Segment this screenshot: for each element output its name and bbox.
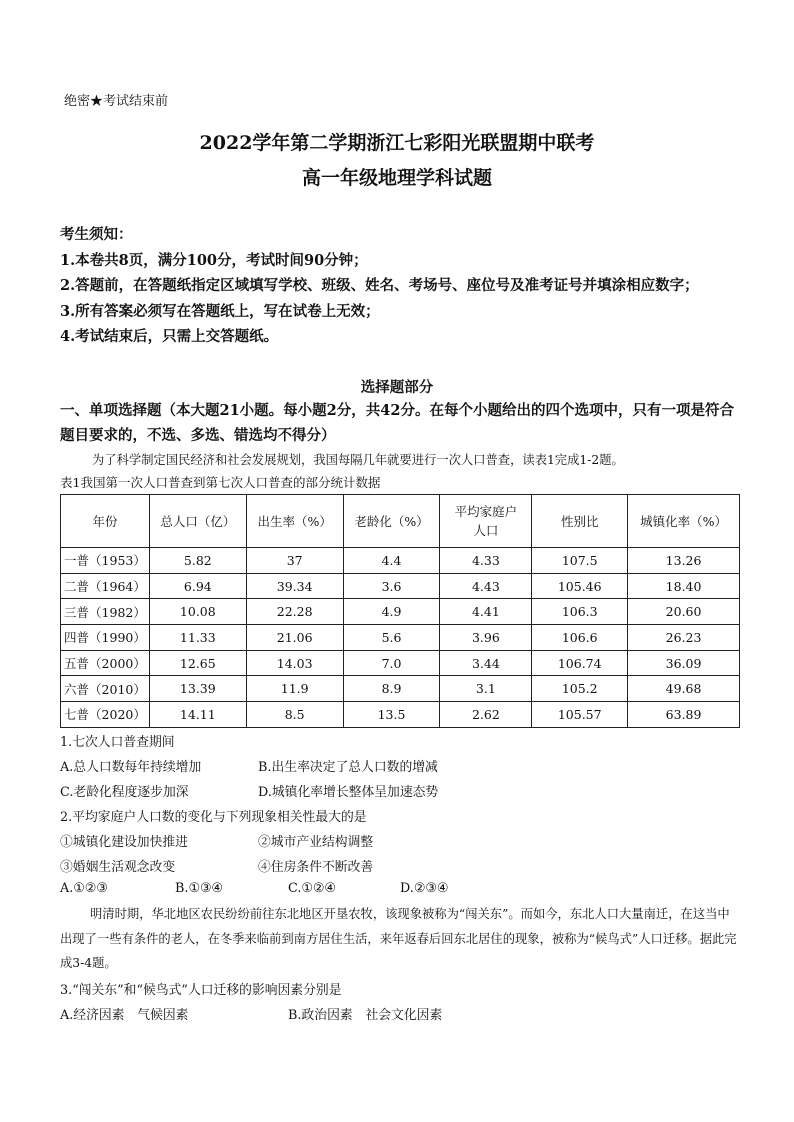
question-1-option-d: D.城镇化率增长整体呈加速态势 [258, 785, 439, 800]
table-cell: 13.26 [628, 548, 740, 574]
table-cell: 26.23 [628, 625, 740, 651]
table-cell: 4.43 [440, 573, 532, 599]
table-row [61, 650, 740, 676]
notice-item: 3.所有答案必须写在答题纸上，写在试卷上无效； [60, 302, 380, 320]
table-cell: 8.9 [343, 676, 440, 702]
table-cell: 22.28 [246, 599, 343, 625]
section-title: 选择题部分 [360, 379, 434, 396]
table-cell: 106.3 [532, 599, 628, 625]
table-cell: 63.89 [628, 702, 740, 728]
table-cell: 三普（1982） [61, 599, 150, 625]
table-cell: 七普（2020） [61, 702, 150, 728]
table-cell: 37 [246, 548, 343, 574]
notice-item: 2.答题前，在答题纸指定区域填写学校、班级、姓名、考场号、座位号及准考证号并填涂相应数字； [60, 277, 699, 294]
table-cell: 四普（1990） [61, 625, 150, 651]
question-3-option-b: B.政治因素 社会文化因素 [288, 1008, 443, 1023]
question-2-statement-2: ②城市产业结构调整 [258, 835, 374, 850]
notice-item: 4.考试结束后，只需上交答题纸。 [60, 328, 279, 345]
table-cell: 13.5 [343, 702, 440, 728]
question-1-option-c: C.老龄化程度逐步加深 [60, 785, 189, 800]
table-cell: 14.03 [246, 650, 343, 676]
census-table [60, 494, 740, 728]
table-cell: 12.65 [149, 650, 246, 676]
part-one-instructions: 一、单项选择题（本大题21小题。每小题2分，共42分。在每个小题给出的四个选项中，只有一项是符合题目要求的，不选、多选、错选均不得分） [60, 402, 734, 444]
table-row [61, 625, 740, 651]
question-3-stem: 3.“闯关东”和“候鸟式”人口迁移的影响因素分别是 [60, 983, 342, 998]
table-cell: 8.5 [246, 702, 343, 728]
table-cell: 106.6 [532, 625, 628, 651]
question-1-option-b: B.出生率决定了总人口数的增减 [258, 760, 438, 775]
table-cell: 18.40 [628, 573, 740, 599]
table-row [61, 702, 740, 728]
question-2-option-c: C.①②④ [288, 881, 336, 896]
table-cell: 2.62 [440, 702, 532, 728]
table-cell: 3.44 [440, 650, 532, 676]
exam-subtitle: 高一年级地理学科试题 [301, 167, 492, 189]
notice-heading: 考生须知： [60, 226, 133, 243]
table-cell: 4.4 [343, 548, 440, 574]
question-2-statement-3: ③婚姻生活观念改变 [60, 860, 176, 875]
question-2-statement-1: ①城镇化建设加快推进 [60, 835, 188, 850]
header-urbanization: 城镇化率（%） [628, 495, 740, 548]
table-cell: 105.2 [532, 676, 628, 702]
table-cell: 5.6 [343, 625, 440, 651]
table-row [61, 548, 740, 574]
table-cell: 107.5 [532, 548, 628, 574]
table-cell: 4.9 [343, 599, 440, 625]
table-cell: 49.68 [628, 676, 740, 702]
table-cell: 106.74 [532, 650, 628, 676]
intro-paragraph-1: 为了科学制定国民经济和社会发展规划，我国每隔几年就要进行一次人口普查，读表1完成1-2题。 [92, 453, 624, 467]
table-cell: 6.94 [149, 573, 246, 599]
candidate-notice [60, 222, 740, 350]
table-cell: 21.06 [246, 625, 343, 651]
table-row [61, 599, 740, 625]
table-cell: 4.41 [440, 599, 532, 625]
header-aging: 老龄化（%） [343, 495, 440, 548]
table-cell: 3.96 [440, 625, 532, 651]
exam-title: 2022学年第二学期浙江七彩阳光联盟期中联考 [199, 132, 595, 154]
question-2-option-d: D.②③④ [400, 881, 449, 896]
question-2-statement-4: ④住房条件不断改善 [258, 860, 374, 875]
table-cell: 11.33 [149, 625, 246, 651]
table-cell: 105.57 [532, 702, 628, 728]
notice-item: 1.本卷共8页，满分100分，考试时间90分钟； [60, 251, 368, 269]
question-2-option-a: A.①②③ [60, 881, 108, 896]
table-cell: 11.9 [246, 676, 343, 702]
table-row [61, 676, 740, 702]
question-1-option-a: A.总人口数每年持续增加 [60, 760, 202, 775]
table-cell: 3.6 [343, 573, 440, 599]
table-cell: 六普（2010） [61, 676, 150, 702]
table-cell: 7.0 [343, 650, 440, 676]
header-birth-rate: 出生率（%） [246, 495, 343, 548]
table-cell: 五普（2000） [61, 650, 150, 676]
table-cell: 3.1 [440, 676, 532, 702]
table-cell: 10.08 [149, 599, 246, 625]
table-header-row [61, 495, 740, 548]
table-cell: 二普（1964） [61, 573, 150, 599]
table-cell: 105.46 [532, 573, 628, 599]
table-cell: 20.60 [628, 599, 740, 625]
header-sex-ratio: 性别比 [532, 495, 628, 548]
table-cell: 一普（1953） [61, 548, 150, 574]
table-cell: 36.09 [628, 650, 740, 676]
table-cell: 39.34 [246, 573, 343, 599]
table-row [61, 573, 740, 599]
table-cell: 13.39 [149, 676, 246, 702]
question-2-stem: 2.平均家庭户人口数的变化与下列现象相关性最大的是 [60, 810, 367, 825]
header-population: 总人口（亿） [149, 495, 246, 548]
table-cell: 5.82 [149, 548, 246, 574]
table-caption: 表1我国第一次人口普查到第七次人口普查的部分统计数据 [60, 475, 381, 490]
question-1-stem: 1.七次人口普查期间 [60, 735, 175, 750]
question-3-option-a: A.经济因素 气候因素 [60, 1008, 189, 1023]
secret-mark: 绝密★考试结束前 [64, 94, 169, 109]
table-cell: 4.33 [440, 548, 532, 574]
header-year: 年份 [61, 495, 150, 548]
question-2-option-b: B.①③④ [175, 881, 223, 896]
table-cell: 14.11 [149, 702, 246, 728]
intro-paragraph-2: 明清时期，华北地区农民纷纷前往东北地区开垦农牧，该现象被称为“闯关东”。而如今，东北人口大量南迁，在这当中出现了一些有条件的老人，在冬季来临前到南方居住生活，来年返春后回东北居住的现象，被称为“候鸟式”人口迁移。据此完成3-4题。 [60, 907, 737, 970]
header-household-size: 平均家庭户人口 [440, 495, 532, 548]
